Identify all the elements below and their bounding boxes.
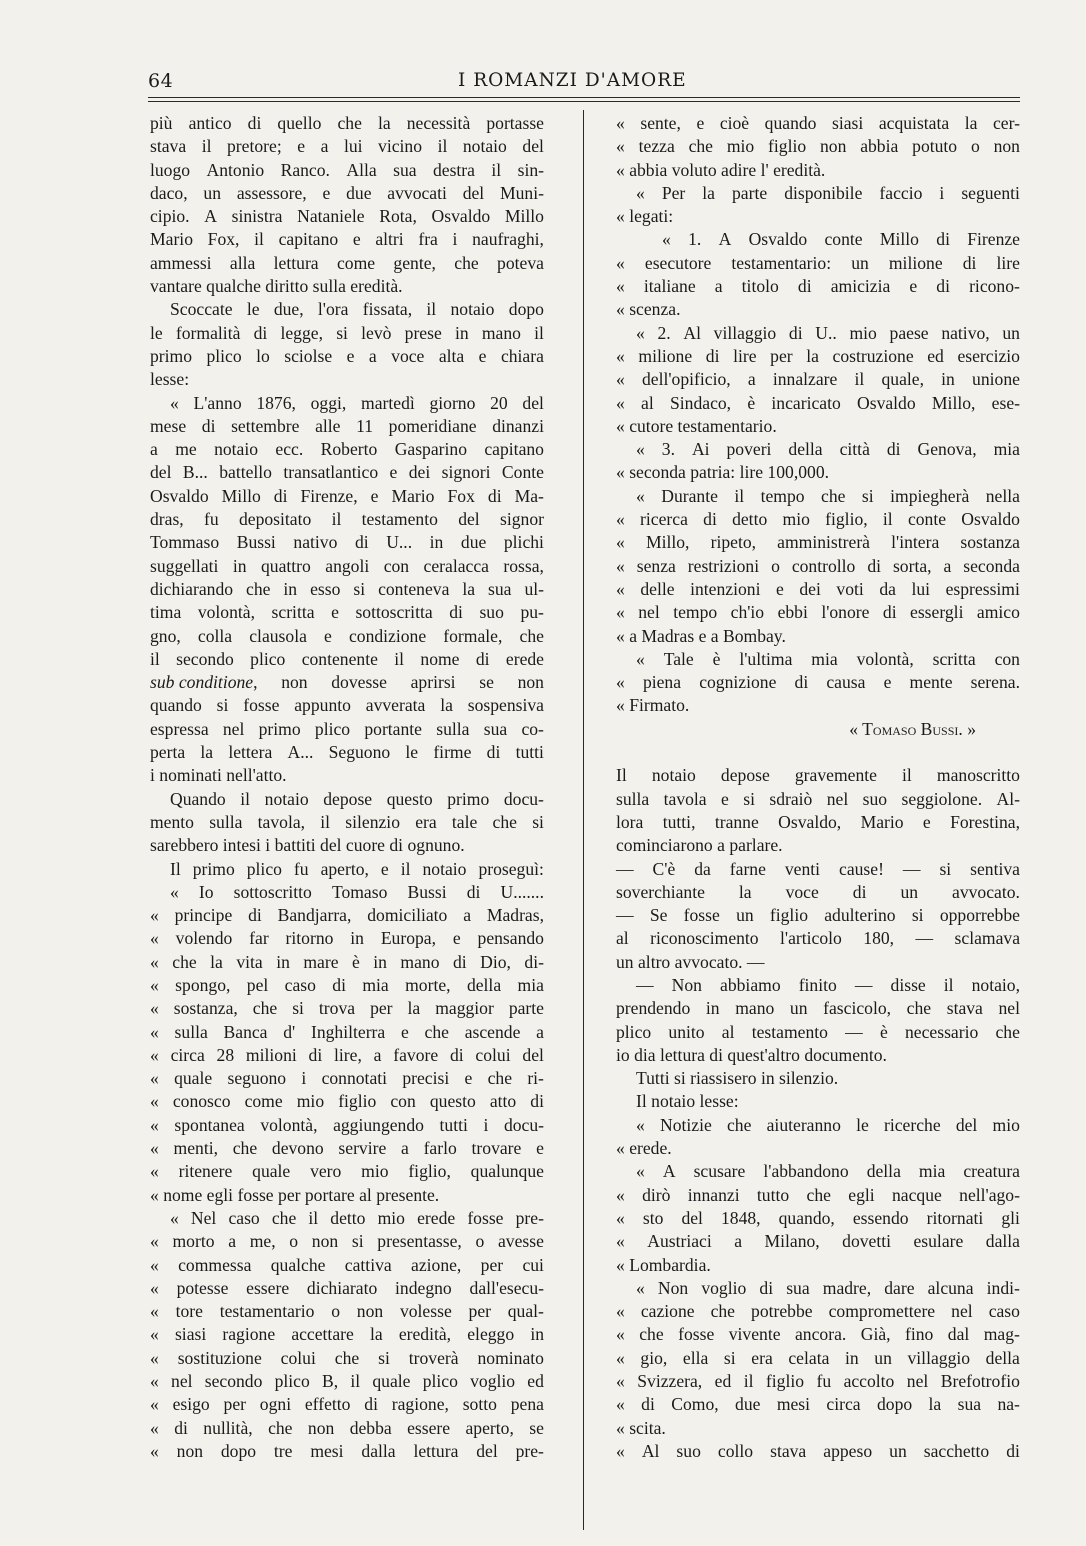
text-line: « abbia voluto adire l' eredità. [616, 159, 826, 180]
text-line: « Al suo collo stava appeso un sacchetto di [616, 1440, 1020, 1461]
text-line: « Per la parte disponibile faccio i seguenti [636, 182, 1020, 203]
text-line: « Tale è l'ultima mia volontà, scritta con [636, 648, 1020, 669]
text-line: « Millo, ripeto, amministrerà l'intera sostanza [616, 532, 1020, 553]
text-line: « volendo far ritorno in Europa, e pensando [150, 928, 544, 949]
text-line: sarebbero intesi i battiti del cuore di ognuno. [150, 835, 465, 856]
text-line: « dell'opificio, a innalzare il quale, in unione [616, 369, 1020, 390]
text-line: « menti, che devono servire a farlo trovare e [150, 1138, 544, 1159]
text-line: « al Sindaco, è incaricato Osvaldo Millo, ese- [616, 392, 1020, 413]
text-line: il secondo plico contenente il nome di erede [150, 648, 544, 669]
text-line: « tore testamentario o non volesse per qual- [150, 1301, 544, 1322]
text-line: Il notaio depose gravemente il manoscritto [616, 765, 1020, 786]
text-line: « 3. Ai poveri della città di Genova, mia [636, 439, 1020, 460]
text-line: « Firmato. [616, 695, 690, 716]
text-line: « Notizie che aiuteranno le ricerche del mio [636, 1114, 1020, 1135]
text-line: suggellati in quattro angoli con ceralacca rossa, [150, 555, 544, 576]
text-line: « circa 28 milioni di lire, a favore di colui del [150, 1044, 544, 1065]
text-line: — C'è da farne venti cause! — si sentiva [616, 858, 1020, 879]
text-line: sulla tavola e si sdraiò nel suo seggiolone. Al- [616, 788, 1020, 809]
text-line: « Lombardia. [616, 1254, 711, 1275]
text-line: « cutore testamentario. [616, 415, 777, 436]
text-line: luogo Antonio Ranco. Alla sua destra il sin- [150, 159, 544, 180]
header-rule [148, 97, 1020, 98]
text-line: « Non voglio di sua madre, dare alcuna indi- [636, 1277, 1020, 1298]
text-line: Il primo plico fu aperto, e il notaio proseguì: [170, 858, 544, 879]
text-line: « Nel caso che il detto mio erede fosse pre- [170, 1207, 544, 1228]
text-line: « non dopo tre mesi dalla lettura del pre- [150, 1440, 544, 1461]
text-line: « Io sottoscritto Tomaso Bussi di U....... [170, 881, 544, 902]
text-line: « potesse essere dichiarato indegno dall'esecu- [150, 1277, 544, 1298]
text-line: « sostituzione colui che si troverà nominato [150, 1347, 544, 1368]
left-column [150, 112, 544, 1463]
text-line: « gio, ella si era celata in un villaggio della [616, 1347, 1020, 1368]
text-line: « esigo per ogni effetto di ragione, sotto pena [150, 1394, 544, 1415]
text-line: al riconoscimento l'articolo 180, — sclamava [616, 928, 1020, 949]
text-line: cipio. A sinistra Nataniele Rota, Osvaldo Millo [150, 206, 544, 227]
text-line: « piena cognizione di causa e mente serena. [616, 672, 1020, 693]
text-line: « ritenere quale vero mio figlio, qualunque [150, 1161, 544, 1182]
text-line: mento sulla tavola, il silenzio era tale che si [150, 811, 544, 832]
text-line: « esecutore testamentario: un milione di lire [616, 252, 1020, 273]
text-line: « sto del 1848, quando, essendo ritornati gli [616, 1207, 1020, 1228]
text-line: « delle intenzioni e dei voti da lui espressimi [616, 578, 1020, 599]
text-line: « quale seguono i connotati precisi e che ri- [150, 1068, 544, 1089]
text-line: « principe di Bandjarra, domiciliato a Madras, [150, 905, 544, 926]
text-line: « 1. A Osvaldo conte Millo di Firenze [662, 229, 1020, 250]
text-line: i nominati nell'atto. [150, 765, 287, 786]
running-title: I ROMANZI D'AMORE [458, 70, 687, 91]
text-line: « L'anno 1876, oggi, martedì giorno 20 del [170, 392, 544, 413]
text-line: « Durante il tempo che si impiegherà nella [636, 485, 1020, 506]
text-line: le formalità di legge, si levò prese in mano il [150, 322, 544, 343]
text-line: più antico di quello che la necessità portasse [150, 113, 544, 133]
text-line: Tutti si riassisero in silenzio. [636, 1068, 839, 1089]
text-line: « sente, e cioè quando siasi acquistata la cer- [616, 113, 1020, 133]
text-line: prendendo in mano un fascicolo, che stava nel [616, 998, 1020, 1019]
text-line: plico unito al testamento — è necessario che [616, 1021, 1020, 1042]
text-line: « legati: [616, 206, 674, 227]
text-line: « a Madras e a Bombay. [616, 625, 786, 646]
text-line: « senza restrizioni o controllo di sorta, a seconda [616, 555, 1020, 576]
text-line: daco, un assessore, e due avvocati del Muni- [150, 182, 544, 203]
text-line: « che la vita in mare è in mano di Dio, di- [150, 951, 544, 972]
column-divider [583, 110, 584, 1530]
text-line: « Svizzera, ed il figlio fu accolto nel Brefotrofio [616, 1371, 1020, 1392]
text-line: « tezza che mio figlio non abbia potuto o non [616, 136, 1020, 157]
text-line: « italiane a titolo di amicizia e di ricono- [616, 276, 1020, 297]
text-line: cominciarono a parlare. [616, 835, 783, 856]
text-line: un altro avvocato. — [616, 951, 765, 972]
text-line: lesse: [150, 369, 190, 390]
text-line: Il notaio lesse: [636, 1091, 739, 1112]
text-line: « seconda patria: lire 100,000. [616, 462, 830, 483]
text-line: « conosco come mio figlio con questo atto di [150, 1091, 544, 1112]
text-line: « commessa qualche cattiva azione, per cui [150, 1254, 544, 1275]
text-line: « scita. [616, 1417, 666, 1438]
text-line: primo plico lo sciolse e a voce alta e chiara [150, 345, 544, 366]
text-line: « spontanea volontà, aggiungendo tutti i docu- [150, 1114, 544, 1135]
text-line: sub conditione, non dovesse aprirsi se non [150, 672, 544, 693]
text-line: « spongo, pel caso di mia morte, della mia [150, 974, 544, 995]
text-line: « 2. Al villaggio di U.. mio paese nativo, un [636, 322, 1020, 343]
text-line: quando si fosse appunto avverata la sospensiva [150, 695, 544, 716]
text-line: mese di settembre alle 11 pomeridiane dinanzi [150, 415, 544, 436]
text-line: stava il pretore; e a lui vicino il notaio del [150, 136, 544, 157]
text-line: « cazione che potrebbe compromettere nel caso [616, 1301, 1020, 1322]
text-line: — Non abbiamo finito — disse il notaio, [636, 974, 1020, 995]
text-line: « nome egli fosse per portare al presente. [150, 1184, 440, 1205]
text-line: « erede. [616, 1138, 672, 1159]
page-number: 64 [148, 70, 174, 92]
text-line: Quando il notaio depose questo primo docu- [170, 788, 544, 809]
text-line: « Tomaso Bussi. » [849, 718, 976, 739]
text-line: « nel secondo plico B, il quale plico voglio ed [150, 1371, 544, 1392]
text-line: « scenza. [616, 299, 681, 320]
text-line: « di nullità, che non debba essere aperto, se [150, 1417, 544, 1438]
text-line: « A scusare l'abbandono della mia creatura [636, 1161, 1020, 1182]
text-line: « nel tempo ch'io ebbi l'onore di essergli amico [616, 602, 1020, 623]
text-line: lora tutti, tranne Osvaldo, Mario e Forestina, [616, 811, 1020, 832]
text-line: « sostanza, che si trova per la maggior parte [150, 998, 544, 1019]
page-header [148, 68, 1020, 98]
text-line: vantare qualche diritto sulla eredità. [150, 276, 403, 297]
text-line: gno, colla clausola e condizione formale, che [150, 625, 544, 646]
text-line: dichiarando che in esso si conteneva la sua ul- [150, 578, 544, 599]
text-line: dras, fu depositato il testamento del signor [150, 509, 544, 530]
text-line: Tommaso Bussi nativo di U... in due plichi [150, 532, 544, 553]
text-line: — Se fosse un figlio adulterino si opporrebbe [616, 905, 1020, 926]
text-line: Scoccate le due, l'ora fissata, il notaio dopo [170, 299, 544, 320]
text-line: « sulla Banca d' Inghilterra e che ascende a [150, 1021, 544, 1042]
text-line: perta la lettera A... Seguono le firme di tutti [150, 742, 544, 763]
text-line: soverchiante la voce di un avvocato. [616, 881, 1020, 902]
text-line: tima volontà, scritta e sottoscritta di suo pu- [150, 602, 544, 623]
text-line: io dia lettura di quest'altro documento. [616, 1044, 887, 1065]
text-line: « morto a me, o non si presentasse, o avesse [150, 1231, 544, 1252]
text-line: « siasi ragione accettare la eredità, eleggo in [150, 1324, 544, 1345]
text-line: del B... battello transatlantico e dei signori Conte [150, 462, 544, 483]
text-line: « dirò innanzi tutto che egli nacque nell'ago- [616, 1184, 1020, 1205]
text-line: espressa nel primo plico portante sulla sua co- [150, 718, 544, 739]
text-line: « milione di lire per la costruzione ed esercizio [616, 345, 1020, 366]
text-line: ammessi alla lettura come gente, che poteva [150, 252, 544, 273]
text-line: « Austriaci a Milano, dovetti esulare dalla [616, 1231, 1020, 1252]
text-line: « di Como, due mesi circa dopo la sua na- [616, 1394, 1020, 1415]
text-line: a me notaio ecc. Roberto Gasparino capitano [150, 439, 544, 460]
text-line: « che fosse vivente ancora. Già, fino dal mag- [616, 1324, 1020, 1345]
right-column [616, 112, 1020, 1463]
text-line: « ricerca di detto mio figlio, il conte Osvaldo [616, 509, 1020, 530]
text-line: Mario Fox, il capitano e altri fra i naufraghi, [150, 229, 544, 250]
text-line: Osvaldo Millo di Firenze, e Mario Fox di Ma- [150, 485, 544, 506]
header-rule-thin [148, 101, 1020, 102]
